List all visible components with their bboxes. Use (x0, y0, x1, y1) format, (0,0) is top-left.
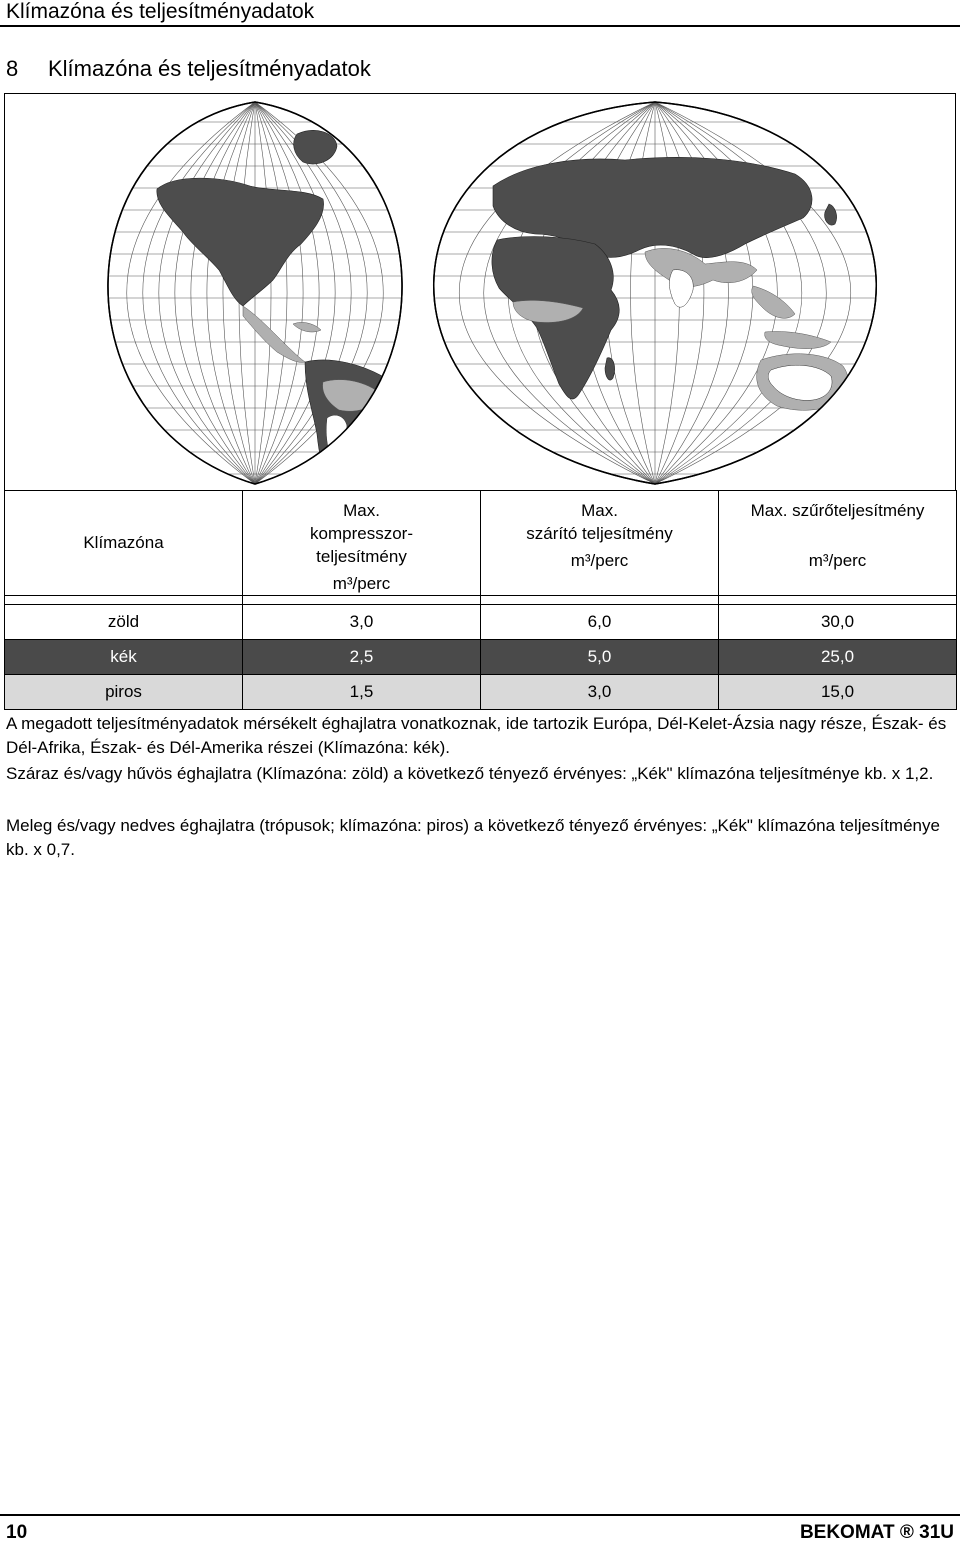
header-rule (0, 25, 960, 27)
cell-zone: kék (5, 640, 243, 675)
header-dryer: Max. szárító teljesítmény m³/perc (481, 491, 719, 596)
note-dry-cool: Száraz és/vagy hűvös éghajlatra (Klímazóna: zöld) a következő tényező érvényes: „Kék" klímazóna teljesítménye kb. x 1,2. (6, 764, 934, 783)
landmass-south-america (305, 360, 408, 490)
cell-compressor: 2,5 (243, 640, 481, 675)
note-temperate: A megadott teljesítményadatok mérsékelt éghajlatra vonatkoznak, ide tartozik Európa, Dél-Kelet-Ázsia nagy része, Észak- és Dél-Afrika, Észak- és Dél-Amerika részei (Klímazóna: kék). (6, 714, 947, 757)
cell-filter: 30,0 (719, 605, 957, 640)
landmass-new-zealand (862, 400, 873, 420)
cell-compressor: 3,0 (243, 605, 481, 640)
header-climate-zone: Klímazóna (5, 491, 243, 596)
table-header-row (5, 491, 957, 596)
table-spacer-row (5, 596, 957, 605)
cell-filter: 15,0 (719, 675, 957, 710)
map-lobe-americas (45, 102, 465, 490)
table-row-red (5, 675, 957, 710)
table-row-green (5, 605, 957, 640)
performance-table (4, 490, 957, 710)
cell-dryer: 6,0 (481, 605, 719, 640)
cell-dryer: 3,0 (481, 675, 719, 710)
world-map-graphic (5, 94, 955, 490)
cell-zone: piros (5, 675, 243, 710)
header-filter: Max. szűrőteljesítmény m³/perc (719, 491, 957, 596)
section-title: Klímazóna és teljesítményadatok (48, 56, 371, 81)
cell-compressor: 1,5 (243, 675, 481, 710)
product-brand: BEKOMAT ® 31U (799, 1522, 954, 1543)
note-tropical: Meleg és/vagy nedves éghajlatra (trópusok; klímazóna: piros) a következő tényező érvényes: „Kék" klímazóna teljesítménye kb. x 0,7. (6, 816, 940, 859)
page-number: 10 (6, 1522, 28, 1543)
cell-zone: zöld (5, 605, 243, 640)
map-lobe-eurasia-africa (345, 102, 955, 484)
header-compressor: Max. kompresszor- teljesítmény m³/perc (243, 491, 481, 596)
cell-filter: 25,0 (719, 640, 957, 675)
cell-dryer: 5,0 (481, 640, 719, 675)
section-number: 8 (6, 56, 19, 81)
section-heading (6, 56, 371, 82)
footer-rule (0, 1514, 960, 1516)
table-row-blue (5, 640, 957, 675)
landmass-madagascar (605, 358, 615, 380)
climate-zone-map (4, 93, 956, 491)
running-header-title: Klímazóna és teljesítményadatok (6, 0, 315, 23)
